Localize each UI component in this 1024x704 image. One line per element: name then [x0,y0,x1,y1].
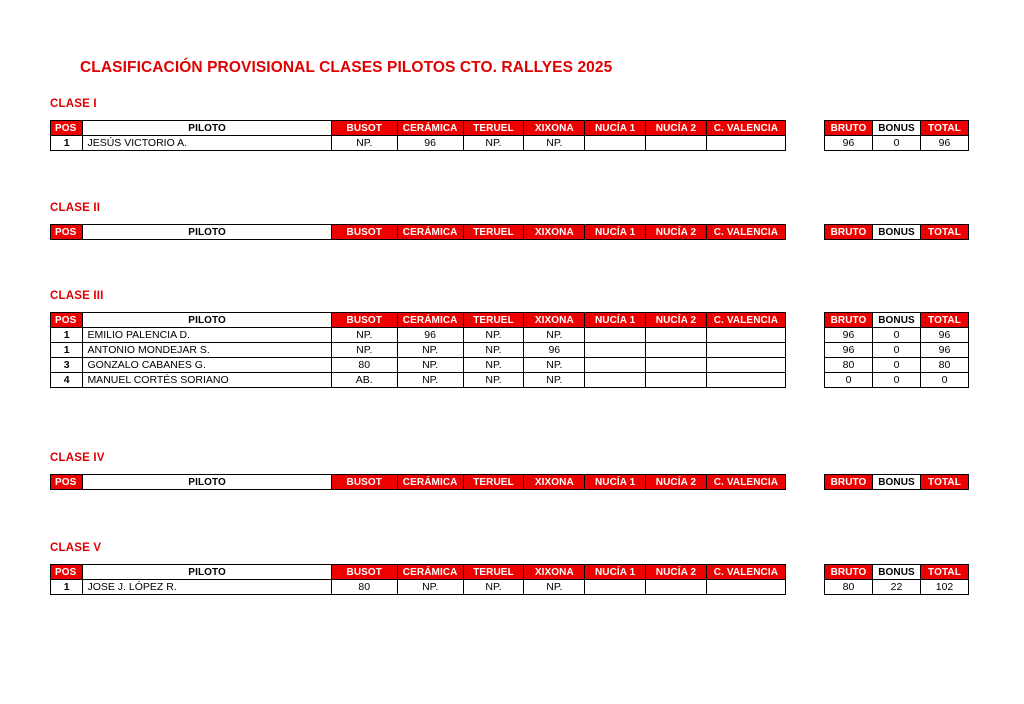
section-title: CLASE II [50,202,101,214]
column-header-event: XIXONA [524,121,585,136]
cell-event-score: NP. [524,136,585,151]
table-header-row [51,225,786,240]
column-header-event: CERÁMICA [397,225,463,240]
column-header-bruto: BRUTO [825,225,873,240]
section-title: CLASE V [50,542,102,554]
totals-header-row [825,121,969,136]
column-header-event: CERÁMICA [397,565,463,580]
cell-event-score: NP. [397,580,463,595]
cell-driver-name: MANUEL CORTÉS SORIANO [83,373,331,388]
cell-event-score: 96 [524,343,585,358]
cell-bruto: 96 [825,328,873,343]
table-row [51,343,786,358]
cell-event-score: AB. [331,373,397,388]
cell-bonus: 0 [873,358,921,373]
column-header-event: CERÁMICA [397,121,463,136]
column-header-piloto: PILOTO [83,121,331,136]
class-section [50,542,969,595]
cell-event-score: NP. [524,580,585,595]
cell-event-score: 96 [397,136,463,151]
column-header-event: TERUEL [463,475,524,490]
column-header-event: CERÁMICA [397,313,463,328]
table-header-row [51,475,786,490]
tables-row [50,224,969,240]
totals-row [825,580,969,595]
class-section [50,98,969,151]
cell-event-score [706,328,785,343]
column-header-event: BUSOT [331,313,397,328]
cell-event-score: 96 [397,328,463,343]
cell-bonus: 0 [873,328,921,343]
column-header-event: NUCÍA 1 [585,565,646,580]
cell-position: 1 [51,136,83,151]
column-header-event: C. VALENCIA [706,475,785,490]
cell-total: 96 [921,136,969,151]
cell-position: 4 [51,373,83,388]
cell-driver-name: EMILIO PALENCIA D. [83,328,331,343]
cell-event-score [585,580,646,595]
cell-total: 96 [921,328,969,343]
column-header-total: TOTAL [921,565,969,580]
cell-event-score [646,373,707,388]
standings-table [50,224,786,240]
column-header-event: XIXONA [524,475,585,490]
cell-bonus: 0 [873,136,921,151]
cell-event-score: NP. [524,373,585,388]
column-header-event: XIXONA [524,313,585,328]
cell-event-score [646,343,707,358]
cell-event-score: NP. [463,580,524,595]
section-title: CLASE IV [50,452,105,464]
cell-total: 96 [921,343,969,358]
standings-table [50,564,786,595]
table-header-row [51,121,786,136]
cell-event-score [585,373,646,388]
column-header-event: NUCÍA 2 [646,121,707,136]
totals-table [824,120,969,151]
tables-row [50,312,969,388]
column-header-bonus: BONUS [873,475,921,490]
column-header-event: TERUEL [463,313,524,328]
column-header-total: TOTAL [921,225,969,240]
table-header-row [51,313,786,328]
section-title: CLASE I [50,98,97,110]
column-header-event: TERUEL [463,225,524,240]
column-header-bonus: BONUS [873,225,921,240]
class-section [50,202,969,240]
cell-event-score [585,358,646,373]
column-header-event: NUCÍA 2 [646,225,707,240]
column-header-event: C. VALENCIA [706,121,785,136]
column-header-pos: POS [51,313,83,328]
column-header-pos: POS [51,225,83,240]
cell-event-score: NP. [331,136,397,151]
table-row [51,580,786,595]
column-header-event: BUSOT [331,475,397,490]
cell-bruto: 96 [825,136,873,151]
column-header-piloto: PILOTO [83,475,331,490]
cell-bruto: 0 [825,373,873,388]
cell-event-score [706,580,785,595]
tables-row [50,120,969,151]
cell-event-score: NP. [397,373,463,388]
table-row [51,373,786,388]
column-header-event: TERUEL [463,121,524,136]
cell-event-score: NP. [331,343,397,358]
column-header-pos: POS [51,475,83,490]
column-header-event: XIXONA [524,225,585,240]
cell-driver-name: JOSE J. LÓPEZ R. [83,580,331,595]
cell-bruto: 96 [825,343,873,358]
totals-row [825,328,969,343]
cell-event-score: NP. [397,358,463,373]
cell-bruto: 80 [825,580,873,595]
cell-driver-name: ANTONIO MONDEJAR S. [83,343,331,358]
column-header-bonus: BONUS [873,313,921,328]
column-header-total: TOTAL [921,313,969,328]
column-header-event: BUSOT [331,565,397,580]
column-header-event: NUCÍA 2 [646,475,707,490]
column-header-event: BUSOT [331,121,397,136]
standings-table [50,474,786,490]
cell-position: 1 [51,328,83,343]
cell-event-score [585,343,646,358]
cell-event-score: 80 [331,580,397,595]
cell-event-score [585,136,646,151]
cell-event-score: 80 [331,358,397,373]
tables-row [50,564,969,595]
class-section [50,452,969,490]
cell-event-score: NP. [524,358,585,373]
cell-event-score: NP. [463,373,524,388]
table-header-row [51,565,786,580]
column-header-event: TERUEL [463,565,524,580]
class-section [50,290,969,388]
totals-header-row [825,313,969,328]
totals-header-row [825,475,969,490]
cell-total: 80 [921,358,969,373]
column-header-bonus: BONUS [873,565,921,580]
standings-table [50,120,786,151]
column-header-piloto: PILOTO [83,313,331,328]
column-header-bonus: BONUS [873,121,921,136]
tables-row [50,474,969,490]
cell-event-score [585,328,646,343]
cell-total: 102 [921,580,969,595]
cell-event-score: NP. [397,343,463,358]
column-header-total: TOTAL [921,475,969,490]
cell-bonus: 0 [873,373,921,388]
cell-event-score: NP. [463,136,524,151]
cell-total: 0 [921,373,969,388]
cell-event-score [706,343,785,358]
cell-bonus: 22 [873,580,921,595]
table-row [51,358,786,373]
cell-position: 1 [51,580,83,595]
cell-event-score: NP. [463,343,524,358]
totals-header-row [825,225,969,240]
cell-bruto: 80 [825,358,873,373]
column-header-event: NUCÍA 2 [646,565,707,580]
page-title: CLASIFICACIÓN PROVISIONAL CLASES PILOTOS CTO. RALLYES 2025 [80,59,613,76]
column-header-event: BUSOT [331,225,397,240]
column-header-bruto: BRUTO [825,565,873,580]
column-header-event: C. VALENCIA [706,313,785,328]
cell-event-score [706,373,785,388]
totals-row [825,136,969,151]
cell-bonus: 0 [873,343,921,358]
totals-row [825,373,969,388]
column-header-event: C. VALENCIA [706,225,785,240]
column-header-pos: POS [51,565,83,580]
cell-event-score: NP. [524,328,585,343]
column-header-event: NUCÍA 1 [585,475,646,490]
column-header-event: NUCÍA 1 [585,121,646,136]
table-row [51,328,786,343]
column-header-bruto: BRUTO [825,475,873,490]
column-header-event: NUCÍA 2 [646,313,707,328]
column-header-piloto: PILOTO [83,225,331,240]
totals-row [825,358,969,373]
cell-event-score [646,328,707,343]
cell-event-score [646,136,707,151]
totals-row [825,343,969,358]
cell-position: 1 [51,343,83,358]
cell-event-score: NP. [331,328,397,343]
table-row [51,136,786,151]
column-header-event: CERÁMICA [397,475,463,490]
cell-event-score: NP. [463,358,524,373]
column-header-event: NUCÍA 1 [585,225,646,240]
section-title: CLASE III [50,290,104,302]
column-header-total: TOTAL [921,121,969,136]
cell-event-score [706,358,785,373]
column-header-piloto: PILOTO [83,565,331,580]
cell-driver-name: JESÚS VICTORIO A. [83,136,331,151]
column-header-bruto: BRUTO [825,313,873,328]
column-header-pos: POS [51,121,83,136]
column-header-event: XIXONA [524,565,585,580]
cell-event-score: NP. [463,328,524,343]
totals-table [824,224,969,240]
column-header-event: NUCÍA 1 [585,313,646,328]
cell-event-score [646,580,707,595]
totals-table [824,474,969,490]
totals-header-row [825,565,969,580]
column-header-bruto: BRUTO [825,121,873,136]
cell-driver-name: GONZALO CABANES G. [83,358,331,373]
column-header-event: C. VALENCIA [706,565,785,580]
cell-event-score [706,136,785,151]
standings-table [50,312,786,388]
cell-event-score [646,358,707,373]
cell-position: 3 [51,358,83,373]
totals-table [824,312,969,388]
totals-table [824,564,969,595]
